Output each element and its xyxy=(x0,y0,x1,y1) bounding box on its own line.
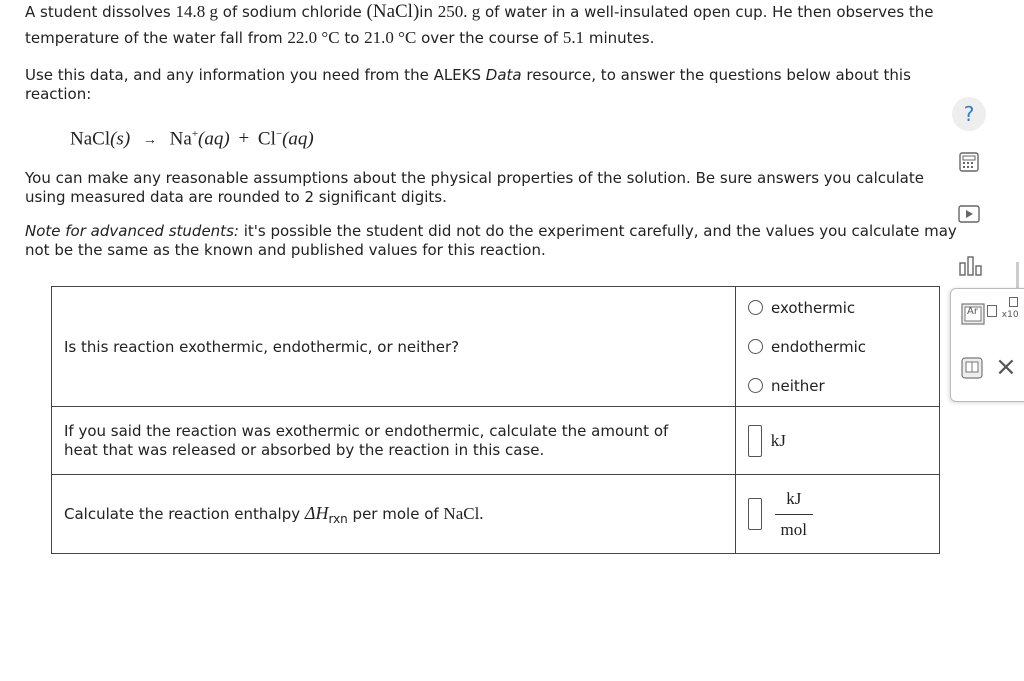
radio-neither[interactable] xyxy=(748,378,763,393)
start-temp: 22.0 °C xyxy=(287,28,340,47)
end-temp: 21.0 °C xyxy=(364,28,417,47)
formula-nacl: (NaCl) xyxy=(366,1,420,22)
help-icon: ? xyxy=(963,102,975,126)
note-line-2: not be the same as the known and published values for this reaction. xyxy=(25,241,546,259)
periodic-table-button[interactable]: Ar xyxy=(961,303,985,329)
heat-unit: kJ xyxy=(770,430,786,450)
q2-prompt: If you said the reaction was exothermic or endothermic, calculate the amount of heat that was released or absorbed by the reaction in this case. xyxy=(52,407,736,475)
close-icon: × xyxy=(995,352,1017,382)
questions-table xyxy=(51,286,940,554)
q2-answer xyxy=(736,407,940,475)
box-icon xyxy=(987,305,997,317)
option-endothermic[interactable]: endothermic xyxy=(748,327,938,366)
video-button[interactable] xyxy=(958,205,980,227)
clipboard-icon xyxy=(961,357,983,379)
intro-line-1: A student dissolves 14.8 g of sodium chloride (NaCl)in 250. g of water in a well-insulated open cup. He then observes the xyxy=(25,1,934,22)
answer-tools-panel xyxy=(950,288,1024,402)
heat-input[interactable] xyxy=(748,425,762,457)
reaction-arrow: → xyxy=(142,133,157,149)
reaction-equation: NaCl(s) → Na+(aq) + Cl−(aq) xyxy=(70,128,314,150)
bar-chart-icon xyxy=(958,255,984,277)
q3-prompt: Calculate the reaction enthalpy $\Delta H_{rxn}$ per mole of NaCl. xyxy=(52,475,736,554)
calculator-button[interactable] xyxy=(958,151,980,177)
data-resource-word: Data xyxy=(485,66,522,84)
enthalpy-input[interactable] xyxy=(748,498,762,530)
assumptions-line-2: using measured data are rounded to 2 significant digits. xyxy=(25,188,447,206)
q1-options xyxy=(736,287,940,407)
radio-exothermic[interactable] xyxy=(748,300,763,315)
close-button[interactable] xyxy=(995,352,1017,382)
question-row-1 xyxy=(52,287,940,407)
duration: 5.1 xyxy=(562,28,585,47)
help-button[interactable] xyxy=(952,97,986,131)
enthalpy-unit: $\frac{kJ}{\text{mol}}$ xyxy=(775,489,813,540)
note-label: Note for advanced students: xyxy=(25,222,239,240)
intro-line-2: temperature of the water fall from 22.0 °C to 21.0 °C over the course of 5.1 minutes. xyxy=(25,28,655,47)
q3-answer xyxy=(736,475,940,554)
instructions-line-1: Use this data, and any information you need from the ALEKS Data resource, to answer the questions below about this xyxy=(25,66,911,84)
instructions-line-2: reaction: xyxy=(25,85,92,103)
question-row-3 xyxy=(52,475,940,554)
radio-endothermic[interactable] xyxy=(748,339,763,354)
q1-prompt: Is this reaction exothermic, endothermic, or neither? xyxy=(52,287,736,407)
salt-mass: 14.8 g xyxy=(175,2,218,21)
play-icon xyxy=(958,205,980,223)
calculator-icon xyxy=(958,151,980,173)
undo-tool-button[interactable] xyxy=(961,357,983,383)
option-neither[interactable]: neither xyxy=(748,366,938,405)
assumptions-line-1: You can make any reasonable assumptions about the physical properties of the solution. Be sure answers you calculate xyxy=(25,169,924,187)
scientific-notation-button[interactable]: x10 xyxy=(987,303,1019,321)
exponent-box-icon xyxy=(1009,297,1018,307)
option-exothermic[interactable]: exothermic xyxy=(748,288,938,327)
question-row-2 xyxy=(52,407,940,475)
note-line-1: Note for advanced students: it's possible the student did not do the experiment carefully, and the values you calculate may xyxy=(25,222,957,240)
data-button[interactable] xyxy=(958,255,984,281)
water-mass: 250. g xyxy=(437,2,481,21)
